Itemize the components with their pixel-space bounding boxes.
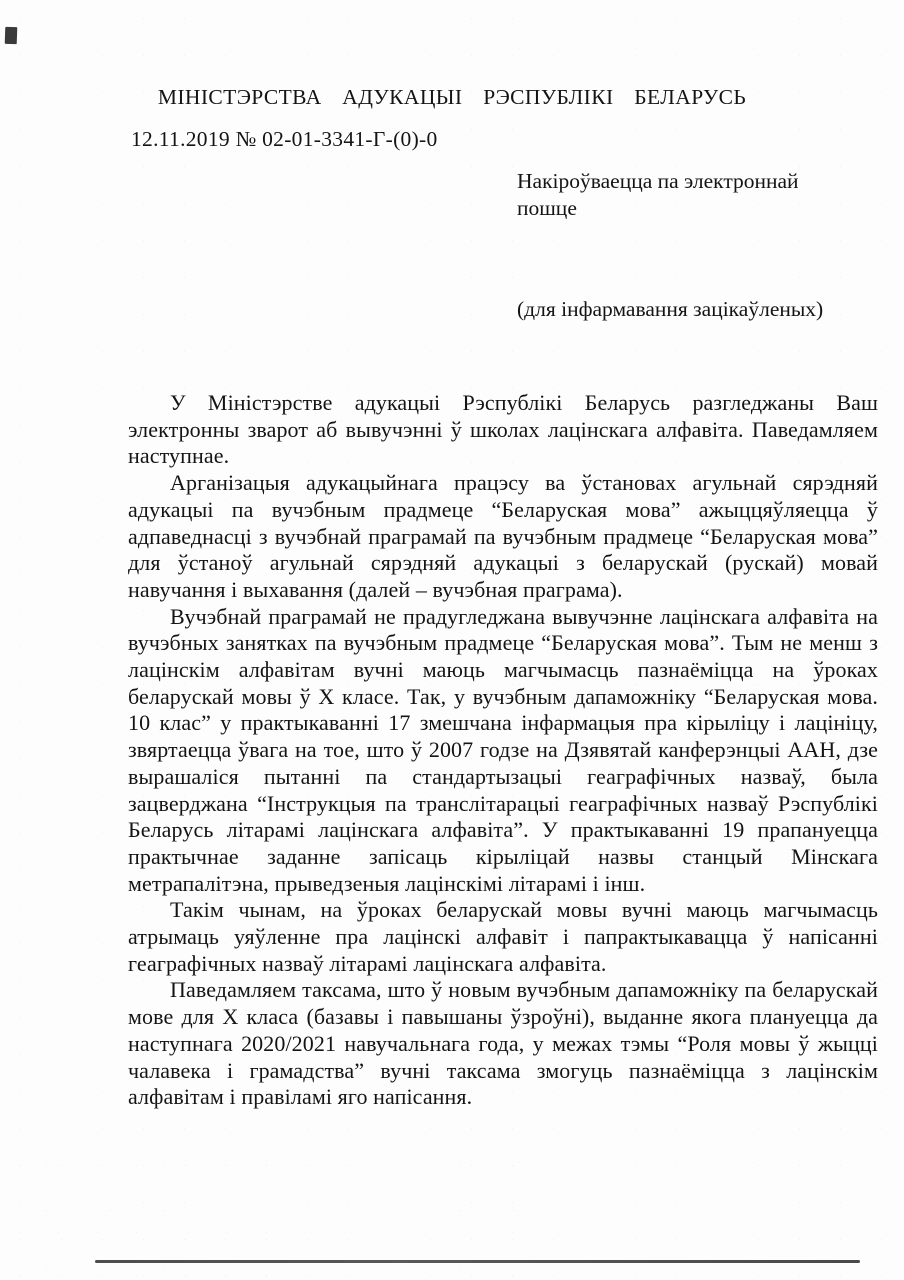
date-reference-number: 12.11.2019 № 02-01-3341-Г-(0)-0 [131, 127, 438, 151]
delivery-method-note: Накіроўваецца па электроннай пошце [517, 169, 799, 220]
scan-artifact-corner-mark [5, 27, 18, 44]
body-paragraph-3: Вучэбнай праграмай не прадугледжана вывучэнне лацінскага алфавіта на вучэбных занятках па вучэбным прадмеце “Беларуская мова”. Тым не менш з лацінскім алфавітам вучні маюць магчымасць пазнаёміцца на ўроках беларускай мовы ў X класе. Так, у вучэбным дапаможніку “Беларуская мова. 10 клас” у практыкаванні 17 змешчана інфармацыя пра кірыліцу і лацініцу, звяртаецца ўвага на тое, што ў 2007 годзе на Дзявятай канферэнцыі ААН, дзе вырашаліся пытанні па стандартызацыі геаграфічных назваў, была зацверджана “Інструкцыя па транслітарацыі геаграфічных назваў Рэспублікі Беларусь літарамі лацінскага алфавіта”. У практыкаванні 19 прапануецца практычнае заданне запісаць кірыліцай назвы станцый Мінскага метрапалітэна, прыведзеныя лацінскімі літарамі і інш. [128, 603, 878, 896]
letter-body [128, 390, 878, 1111]
ministry-header-title: МІНІСТЭРСТВА АДУКАЦЫІ РЭСПУБЛІКІ БЕЛАРУСЬ [157, 85, 747, 109]
body-paragraph-1: У Міністэрстве адукацыі Рэспублікі Беларусь разгледжаны Ваш электронны зварот аб вывучэнні ў школах лацінскага алфавіта. Паведамляем наступнае. [128, 390, 878, 469]
addressee-info-note: (для інфармавання зацікаўленых) [517, 297, 824, 321]
scan-artifact-bottom-line [95, 1260, 860, 1263]
body-paragraph-5: Паведамляем таксама, што ў новым вучэбным дапаможніку па беларускай мове для X класа (базавы і павышаны ўзроўні), выданне якога плануецца да наступнага 2020/2021 навучальнага года, у межах тэмы “Роля мовы ў жыцці чалавека і грамадства” вучні таксама змогуць пазнаёміцца з лацінскім алфавітам і правіламі яго напісання. [128, 977, 878, 1110]
body-paragraph-2: Арганізацыя адукацыйнага працэсу ва ўстановах агульнай сярэдняй адукацыі па вучэбным прадмеце “Беларуская мова” ажыццяўляецца ў адпаведнасці з вучэбнай праграмай па вучэбным прадмеце “Беларуская мова” для ўстаноў агульнай сярэдняй адукацыі з беларускай (рускай) мовай навучання і выхавання (далей – вучэбная праграма). [128, 470, 878, 602]
body-paragraph-4: Такім чынам, на ўроках беларускай мовы вучні маюць магчымасць атрымаць уяўленне пра лацінскі алфавіт і папрактыкавацца ў напісанні геаграфічных назваў літарамі лацінскага алфавіта. [128, 897, 878, 976]
